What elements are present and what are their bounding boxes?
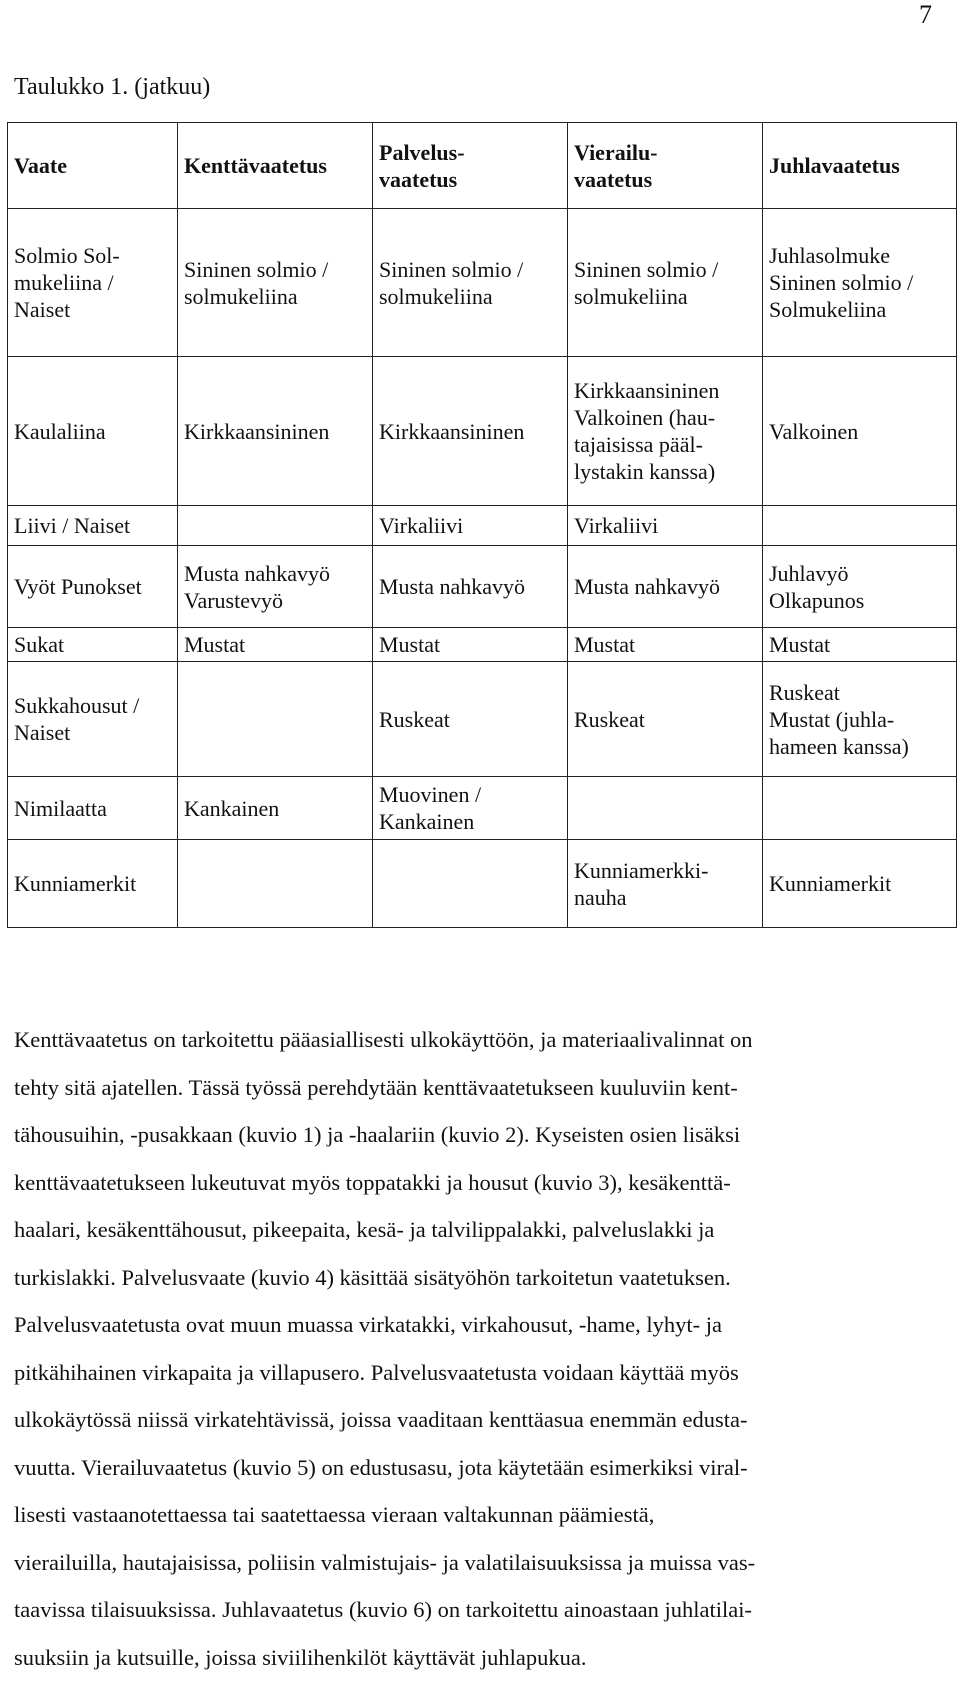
table-cell: Mustat — [373, 628, 568, 662]
body-line: vierailuilla, hautajaisissa, poliisin valmistujais- ja valatilaisuuksissa ja muissa vas- — [14, 1549, 756, 1575]
table-cell: Mustat — [763, 628, 957, 662]
table-cell — [178, 662, 373, 777]
table-cell — [568, 777, 763, 840]
table-cell: Virkaliivi — [373, 506, 568, 546]
table-row — [8, 662, 957, 777]
table-cell: Kunniamerkit — [763, 840, 957, 928]
table-cell — [178, 506, 373, 546]
uniform-table — [7, 122, 957, 928]
table-cell: Ruskeat — [373, 662, 568, 777]
table-cell: Mustat — [178, 628, 373, 662]
table-cell — [763, 777, 957, 840]
table-cell: Sukat — [8, 628, 178, 662]
table-cell: Vyöt Punokset — [8, 546, 178, 628]
table-cell — [763, 506, 957, 546]
table-row — [8, 546, 957, 628]
table-row — [8, 506, 957, 546]
table-cell: Solmio Sol- mukeliina / Naiset — [8, 209, 178, 357]
table-cell: Kunniamerkit — [8, 840, 178, 928]
table-cell: Kirkkaansininen — [373, 357, 568, 506]
table-row — [8, 628, 957, 662]
body-line: Palvelusvaatetusta ovat muun muassa virkatakki, virkahousut, -hame, lyhyt- ja — [14, 1312, 722, 1337]
body-line: tähousuihin, -pusakkaan (kuvio 1) ja -haalariin (kuvio 2). Kyseisten osien lisäksi — [14, 1122, 741, 1147]
body-line: kenttävaatetukseen lukeutuvat myös toppatakki ja housut (kuvio 3), kesäkenttä- — [14, 1169, 731, 1195]
table-cell: Sininen solmio / solmukeliina — [178, 209, 373, 357]
table-cell: Virkaliivi — [568, 506, 763, 546]
table-cell: Sininen solmio / solmukeliina — [568, 209, 763, 357]
table-cell: Sininen solmio / solmukeliina — [373, 209, 568, 357]
body-line: lisesti vastaanotettaessa tai saatettaessa vieraan valtakunnan päämiestä, — [14, 1502, 655, 1527]
table-cell: Kankainen — [178, 777, 373, 840]
body-line: ulkokäytössä niissä virkatehtävissä, joissa vaaditaan kenttäasua enemmän edusta- — [14, 1407, 748, 1432]
table-header-row — [8, 123, 957, 209]
body-line: suuksiin ja kutsuille, joissa siviilihenkilöt käyttävät juhlapukua. — [14, 1644, 587, 1670]
table-cell: Ruskeat — [568, 662, 763, 777]
header-cell: Vaate — [8, 123, 178, 209]
table-cell: Kirkkaansininen — [178, 357, 373, 506]
table-cell: Musta nahkavyö Varustevyö — [178, 546, 373, 628]
table-cell: Kaulaliina — [8, 357, 178, 506]
table-cell: Mustat — [568, 628, 763, 662]
body-line: Kenttävaatetus on tarkoitettu pääasiallisesti ulkokäyttöön, ja materiaalivalinnat on — [14, 1027, 753, 1052]
table-cell: Kunniamerkki- nauha — [568, 840, 763, 928]
table-row — [8, 209, 957, 357]
table-row — [8, 357, 957, 506]
table-row — [8, 777, 957, 840]
table-cell: Nimilaatta — [8, 777, 178, 840]
body-line: haalari, kesäkenttähousut, pikeepaita, kesä- ja talvilippalakki, palveluslakki ja — [14, 1217, 715, 1242]
body-line: pitkähihainen virkapaita ja villapusero. Palvelusvaatetusta voidaan käyttää myös — [14, 1359, 739, 1385]
page-number: 7 — [919, 0, 932, 29]
table-cell — [178, 840, 373, 928]
body-line: vuutta. Vierailuvaatetus (kuvio 5) on edustusasu, jota käytetään esimerkiksi viral- — [14, 1454, 748, 1480]
table-cell: Musta nahkavyö — [373, 546, 568, 628]
table-caption: Taulukko 1. (jatkuu) — [14, 74, 211, 100]
table-cell: Juhlasolmuke Sininen solmio / Solmukeliina — [763, 209, 957, 357]
header-cell: Vierailu- vaatetus — [568, 123, 763, 209]
table-cell: Kirkkaansininen Valkoinen (hau- tajaisissa pääl- lystakin kanssa) — [568, 357, 763, 506]
header-cell: Juhlavaatetus — [763, 123, 957, 209]
body-line: taavissa tilaisuuksissa. Juhlavaatetus (kuvio 6) on tarkoitettu ainoastaan juhlatilai- — [14, 1597, 752, 1622]
table-cell: Juhlavyö Olkapunos — [763, 546, 957, 628]
table-row — [8, 840, 957, 928]
table-cell: Liivi / Naiset — [8, 506, 178, 546]
table-cell: Sukkahousut / Naiset — [8, 662, 178, 777]
table-cell: Valkoinen — [763, 357, 957, 506]
table-cell: Ruskeat Mustat (juhla- hameen kanssa) — [763, 662, 957, 777]
body-line: tehty sitä ajatellen. Tässä työssä perehdytään kenttävaatetukseen kuuluviin kent- — [14, 1074, 738, 1100]
header-cell: Palvelus- vaatetus — [373, 123, 568, 209]
body-paragraph — [14, 1016, 949, 1681]
table-cell: Muovinen / Kankainen — [373, 777, 568, 840]
header-cell: Kenttävaatetus — [178, 123, 373, 209]
body-line: turkislakki. Palvelusvaate (kuvio 4) käsittää sisätyöhön tarkoitetun vaatetuksen. — [14, 1264, 731, 1290]
table-cell: Musta nahkavyö — [568, 546, 763, 628]
table-cell — [373, 840, 568, 928]
